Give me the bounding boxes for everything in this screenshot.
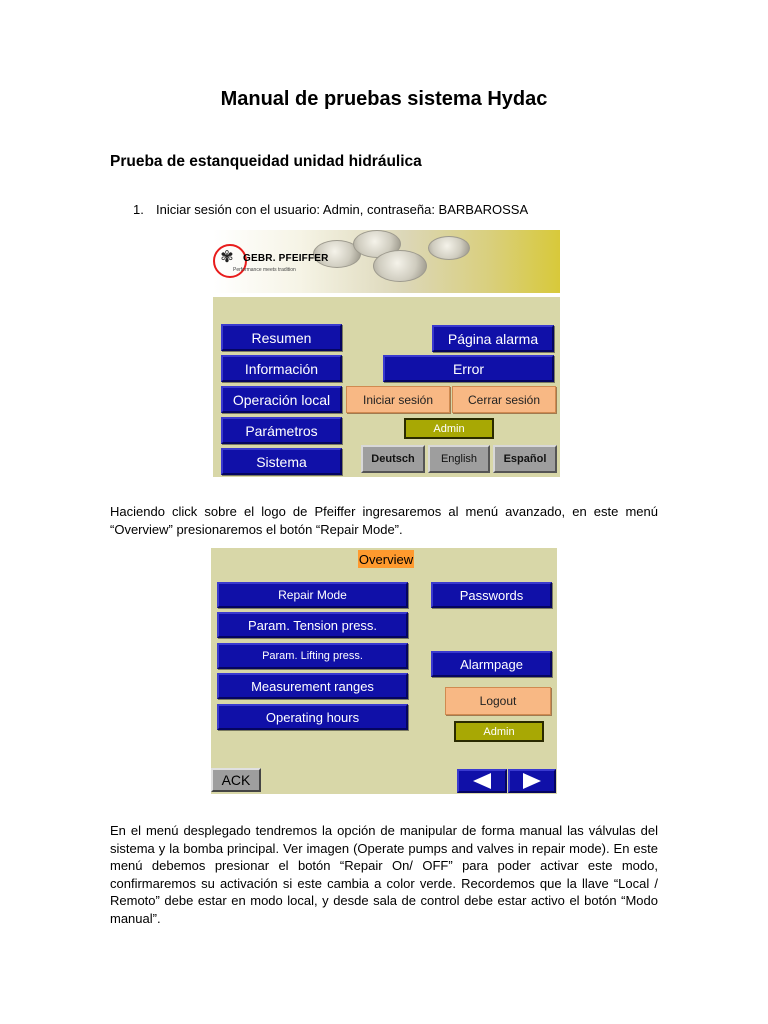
- current-user-badge: Admin: [404, 418, 494, 439]
- header-divider: [213, 293, 560, 297]
- menu-informacion-button[interactable]: Información: [221, 355, 342, 382]
- measurement-ranges-button[interactable]: Measurement ranges: [217, 673, 408, 699]
- paragraph-overview: Haciendo click sobre el logo de Pfeiffer ingresaremos al menú avanzado, en este menú “Overview” presionaremos el botón “Repair Mode”.: [110, 504, 658, 537]
- pfeiffer-logo-icon[interactable]: ✾: [220, 249, 234, 266]
- document-title: Manual de pruebas sistema Hydac: [220, 88, 548, 110]
- param-lifting-press-button[interactable]: Param. Lifting press.: [217, 643, 408, 669]
- repair-mode-button[interactable]: Repair Mode: [217, 582, 408, 608]
- paragraph-repair-mode: En el menú desplegado tendremos la opción de manipular de forma manual las válvulas del sistema y la bomba principal. Ver imagen (Operate pumps and valves in repair mode). En este menú debemos presionar el botón “Repair On/ OFF” para poder activar este modo, confirmaremos su activación si este cambia a color verde. Recordemos que la llave “Local / Remoto” debe estar en modo local, y desde sala de control debe estar activo el botón “Modo manual”.: [110, 823, 658, 926]
- pfeiffer-logo-tagline: Performance meets tradition: [233, 267, 296, 273]
- overview-header: Overview: [358, 551, 414, 567]
- current-user-badge: Admin: [454, 721, 544, 742]
- section-heading: Prueba de estanqueidad unidad hidráulica: [110, 153, 422, 170]
- logout-button[interactable]: Cerrar sesión: [452, 386, 556, 413]
- roller-image: [428, 236, 470, 260]
- menu-sistema-button[interactable]: Sistema: [221, 448, 342, 475]
- error-button[interactable]: Error: [383, 355, 554, 382]
- alarm-page-button[interactable]: Página alarma: [432, 325, 554, 352]
- logout-button[interactable]: Logout: [445, 687, 551, 715]
- menu-resumen-button[interactable]: Resumen: [221, 324, 342, 351]
- language-espanol-button[interactable]: Español: [493, 445, 557, 473]
- roller-image: [373, 250, 427, 282]
- arrow-right-icon: [523, 773, 541, 789]
- step-number: 1.: [133, 202, 144, 217]
- operating-hours-button[interactable]: Operating hours: [217, 704, 408, 730]
- ack-button[interactable]: ACK: [211, 768, 261, 792]
- language-deutsch-button[interactable]: Deutsch: [361, 445, 425, 473]
- hmi-overview-screenshot: [211, 548, 557, 794]
- next-page-button[interactable]: [508, 769, 556, 793]
- hmi-login-screenshot: [213, 230, 560, 477]
- menu-parametros-button[interactable]: Parámetros: [221, 417, 342, 444]
- login-button[interactable]: Iniciar sesión: [346, 386, 450, 413]
- menu-operacion-local-button[interactable]: Operación local: [221, 386, 342, 413]
- arrow-left-icon: [473, 773, 491, 789]
- param-tension-press-button[interactable]: Param. Tension press.: [217, 612, 408, 638]
- step-text: Iniciar sesión con el usuario: Admin, contraseña: BARBAROSSA: [156, 202, 529, 217]
- alarmpage-button[interactable]: Alarmpage: [431, 651, 552, 677]
- step-1: [133, 202, 528, 217]
- language-english-button[interactable]: English: [428, 445, 490, 473]
- previous-page-button[interactable]: [457, 769, 507, 793]
- passwords-button[interactable]: Passwords: [431, 582, 552, 608]
- pfeiffer-logo-text[interactable]: GEBR. PFEIFFER: [243, 253, 329, 264]
